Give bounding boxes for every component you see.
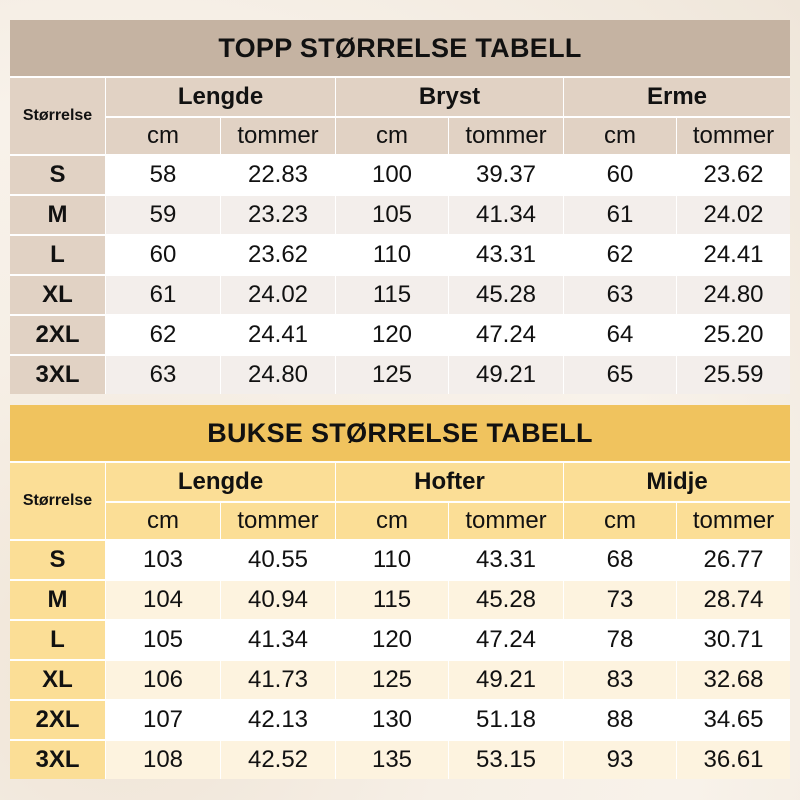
- table-cell: 41.34: [220, 619, 335, 659]
- size-label-cell: M: [10, 194, 105, 234]
- table-cell: 64: [563, 314, 676, 354]
- table-cell: 22.83: [220, 154, 335, 194]
- table-cell: 42.52: [220, 739, 335, 779]
- unit-header: cm: [105, 501, 220, 539]
- top-size-table: [10, 20, 790, 394]
- table-cell: 30.71: [676, 619, 790, 659]
- table-cell: 45.28: [448, 579, 563, 619]
- table-cell: 47.24: [448, 314, 563, 354]
- table-cell: 68: [563, 539, 676, 579]
- unit-header: tommer: [220, 116, 335, 154]
- table-cell: 41.34: [448, 194, 563, 234]
- table-cell: 63: [105, 354, 220, 394]
- table-cell: 25.20: [676, 314, 790, 354]
- table-cell: 106: [105, 659, 220, 699]
- bottom-size-table: [10, 405, 790, 779]
- table-cell: 125: [335, 659, 448, 699]
- table-cell: 115: [335, 274, 448, 314]
- table-cell: 125: [335, 354, 448, 394]
- table-cell: 60: [105, 234, 220, 274]
- table-cell: 40.55: [220, 539, 335, 579]
- measure-group-header: Hofter: [335, 461, 563, 501]
- table-cell: 105: [335, 194, 448, 234]
- table-cell: 58: [105, 154, 220, 194]
- size-label-cell: 2XL: [10, 699, 105, 739]
- size-label-cell: 2XL: [10, 314, 105, 354]
- table-cell: 23.62: [676, 154, 790, 194]
- table-cell: 51.18: [448, 699, 563, 739]
- measure-group-header: Midje: [563, 461, 790, 501]
- bottom-table-grid: [10, 461, 790, 779]
- measure-group-header: Erme: [563, 76, 790, 116]
- table-cell: 24.80: [676, 274, 790, 314]
- size-label-cell: 3XL: [10, 739, 105, 779]
- table-cell: 105: [105, 619, 220, 659]
- table-cell: 60: [563, 154, 676, 194]
- size-column-header: Størrelse: [10, 461, 105, 539]
- table-cell: 78: [563, 619, 676, 659]
- size-label-cell: 3XL: [10, 354, 105, 394]
- unit-header: tommer: [676, 501, 790, 539]
- unit-header: cm: [335, 501, 448, 539]
- table-cell: 24.41: [220, 314, 335, 354]
- unit-header: cm: [563, 116, 676, 154]
- table-cell: 93: [563, 739, 676, 779]
- table-cell: 24.41: [676, 234, 790, 274]
- unit-header: tommer: [220, 501, 335, 539]
- table-cell: 62: [563, 234, 676, 274]
- measure-group-header: Lengde: [105, 76, 335, 116]
- table-cell: 63: [563, 274, 676, 314]
- table-cell: 24.02: [676, 194, 790, 234]
- unit-header: tommer: [448, 501, 563, 539]
- table-cell: 25.59: [676, 354, 790, 394]
- table-cell: 61: [105, 274, 220, 314]
- table-cell: 40.94: [220, 579, 335, 619]
- unit-header: cm: [563, 501, 676, 539]
- size-label-cell: M: [10, 579, 105, 619]
- table-cell: 41.73: [220, 659, 335, 699]
- bottom-table-title: BUKSE STØRRELSE TABELL: [10, 405, 790, 461]
- table-cell: 42.13: [220, 699, 335, 739]
- table-cell: 28.74: [676, 579, 790, 619]
- table-cell: 103: [105, 539, 220, 579]
- table-cell: 53.15: [448, 739, 563, 779]
- table-cell: 49.21: [448, 659, 563, 699]
- table-cell: 49.21: [448, 354, 563, 394]
- size-label-cell: L: [10, 619, 105, 659]
- table-cell: 23.62: [220, 234, 335, 274]
- table-cell: 23.23: [220, 194, 335, 234]
- unit-header: cm: [105, 116, 220, 154]
- table-cell: 83: [563, 659, 676, 699]
- table-cell: 59: [105, 194, 220, 234]
- table-cell: 24.02: [220, 274, 335, 314]
- table-cell: 73: [563, 579, 676, 619]
- size-label-cell: XL: [10, 274, 105, 314]
- unit-header: tommer: [676, 116, 790, 154]
- table-cell: 100: [335, 154, 448, 194]
- table-cell: 32.68: [676, 659, 790, 699]
- table-cell: 104: [105, 579, 220, 619]
- table-cell: 24.80: [220, 354, 335, 394]
- table-cell: 88: [563, 699, 676, 739]
- table-cell: 115: [335, 579, 448, 619]
- table-cell: 45.28: [448, 274, 563, 314]
- size-label-cell: S: [10, 539, 105, 579]
- table-cell: 110: [335, 539, 448, 579]
- table-cell: 43.31: [448, 539, 563, 579]
- size-label-cell: L: [10, 234, 105, 274]
- table-cell: 34.65: [676, 699, 790, 739]
- table-cell: 61: [563, 194, 676, 234]
- table-cell: 39.37: [448, 154, 563, 194]
- top-table-title: TOPP STØRRELSE TABELL: [10, 20, 790, 76]
- size-label-cell: XL: [10, 659, 105, 699]
- measure-group-header: Bryst: [335, 76, 563, 116]
- measure-group-header: Lengde: [105, 461, 335, 501]
- table-cell: 36.61: [676, 739, 790, 779]
- table-cell: 107: [105, 699, 220, 739]
- unit-header: cm: [335, 116, 448, 154]
- table-cell: 65: [563, 354, 676, 394]
- size-column-header: Størrelse: [10, 76, 105, 154]
- unit-header: tommer: [448, 116, 563, 154]
- table-cell: 135: [335, 739, 448, 779]
- table-cell: 26.77: [676, 539, 790, 579]
- table-cell: 43.31: [448, 234, 563, 274]
- table-cell: 62: [105, 314, 220, 354]
- table-cell: 47.24: [448, 619, 563, 659]
- table-cell: 120: [335, 314, 448, 354]
- size-label-cell: S: [10, 154, 105, 194]
- table-cell: 120: [335, 619, 448, 659]
- table-cell: 108: [105, 739, 220, 779]
- table-cell: 110: [335, 234, 448, 274]
- table-cell: 130: [335, 699, 448, 739]
- top-table-grid: [10, 76, 790, 394]
